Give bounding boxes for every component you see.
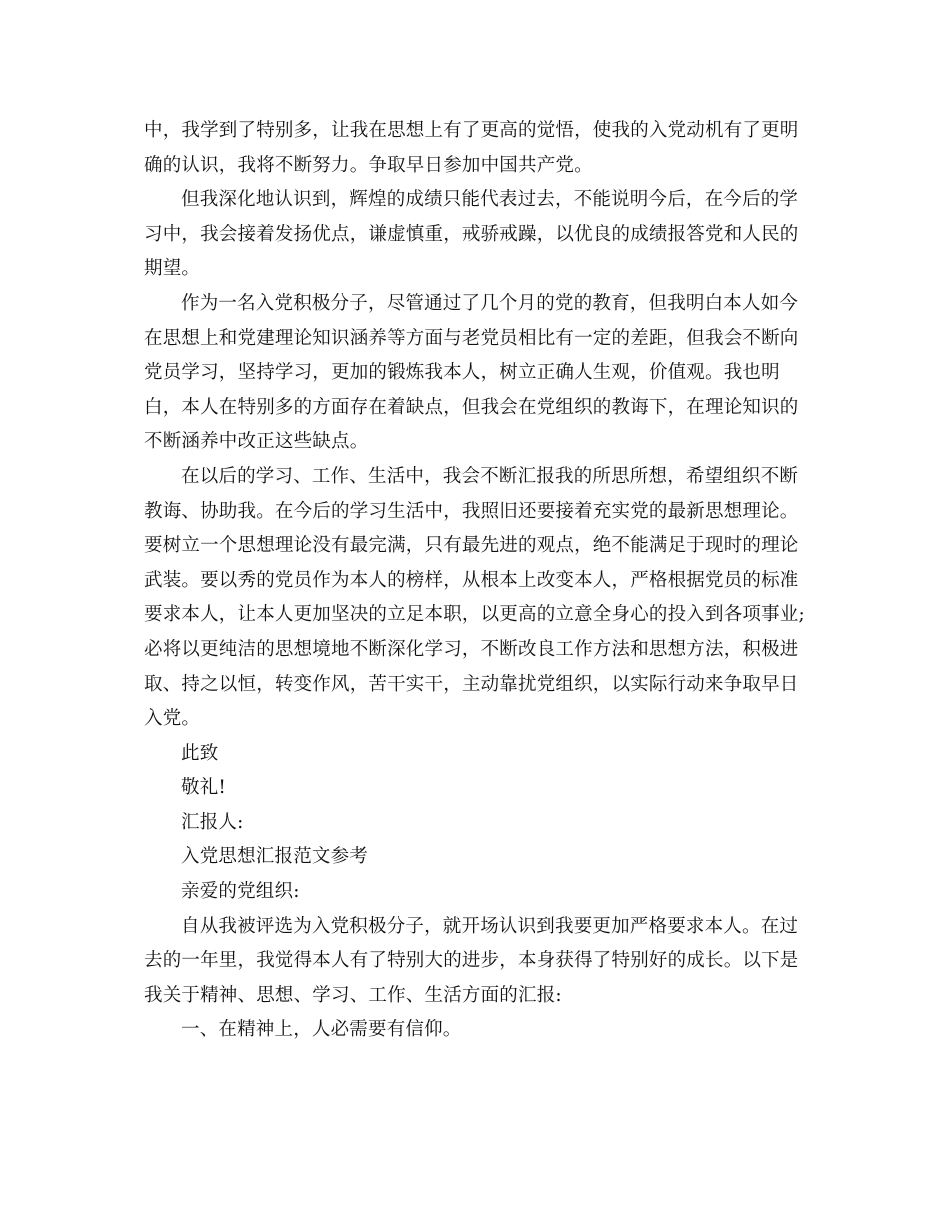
- text-line: 党员学习，坚持学习，更加的锻炼我本人，树立正确人生观，价值观。我也明: [144, 362, 780, 384]
- text-line: 中，我学到了特别多，让我在思想上有了更高的觉悟，使我的入党动机有了更明: [144, 120, 799, 141]
- text-line: 要求本人，让本人更加坚决的立足本职，以更高的立意全身心的投入到各项事业;: [144, 604, 805, 626]
- text-line: 亲爱的党组织:: [181, 881, 300, 903]
- text-line: 此致: [181, 742, 219, 764]
- text-line: 自从我被评选为入党积极分子，就开场认识到我要更加严格要求本人。在过: [181, 915, 799, 937]
- text-line: 白，本人在特别多的方面存在着缺点，但我会在党组织的教诲下，在理论知识的: [144, 396, 799, 418]
- document-body: [144, 114, 806, 1048]
- text-line: 去的一年里，我觉得本人有了特别大的进步，本身获得了特别好的成长。以下是: [144, 950, 799, 972]
- text-line: 武装。要以秀的党员作为本人的榜样，从根本上改变本人，严格根据党员的标准: [144, 569, 799, 591]
- text-line: 作为一名入党积极分子，尽管通过了几个月的党的教育，但我明白本人如今: [181, 292, 799, 314]
- text-line: 入党思想汇报范文参考: [181, 846, 369, 868]
- text-line: 敬礼!: [181, 777, 227, 799]
- text-line: 在思想上和党建理论知识涵养等方面与老党员相比有一定的差距，但我会不断向: [144, 327, 799, 349]
- text-line: 入党。: [144, 708, 201, 730]
- text-line: 习中，我会接着发扬优点，谦虚慎重，戒骄戒躁，以优良的成绩报答党和人民的: [144, 223, 799, 245]
- text-line: 期望。: [144, 258, 201, 280]
- text-line: 我关于精神、思想、学习、工作、生活方面的汇报:: [144, 984, 562, 1006]
- text-line: 不断涵养中改正这些缺点。: [144, 431, 369, 453]
- text-line: 在以后的学习、工作、生活中，我会不断汇报我的所思所想，希望组织不断: [181, 465, 799, 487]
- text-line: 要树立一个思想理论没有最完满，只有最先进的观点，绝不能满足于现时的理论: [144, 535, 799, 557]
- text-line: 汇报人:: [181, 811, 244, 833]
- text-line: 一、在精神上，人必需要有信仰。: [181, 1019, 462, 1041]
- text-line: 但我深化地认识到，辉煌的成绩只能代表过去，不能说明今后，在今后的学: [181, 189, 799, 211]
- text-line: 必将以更纯洁的思想境地不断深化学习，不断改良工作方法和思想方法，积极进: [144, 638, 799, 660]
- text-line: 确的认识，我将不断努力。争取早日参加中国共产党。: [144, 154, 593, 176]
- text-line: 教诲、协助我。在今后的学习生活中，我照旧还要接着充实党的最新思想理论。: [144, 500, 799, 522]
- text-line: 取、持之以恒，转变作风，苦干实干，主动靠扰党组织，以实际行动来争取早日: [144, 673, 799, 695]
